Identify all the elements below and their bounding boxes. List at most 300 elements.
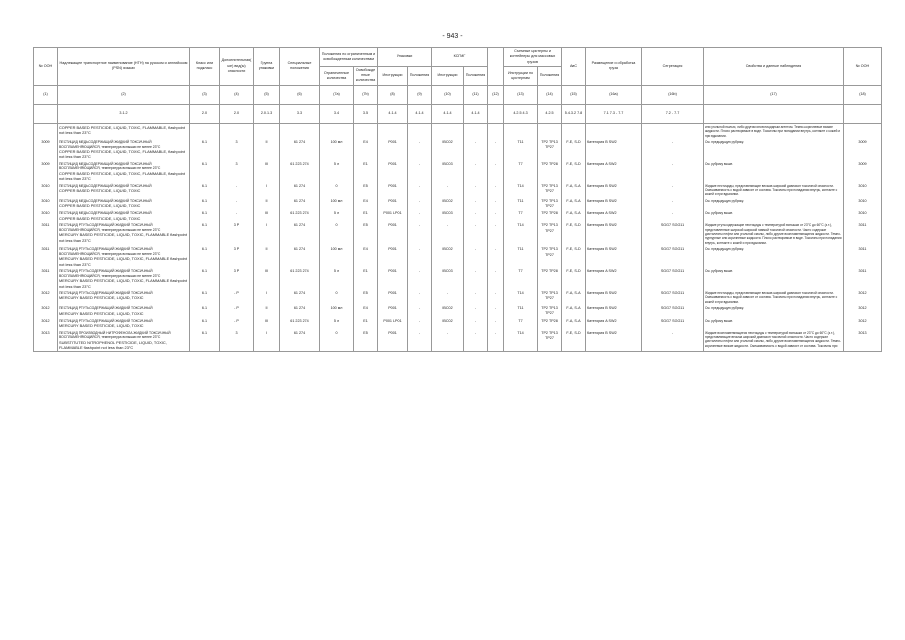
- limited-quantity: 100 мл: [320, 139, 354, 161]
- ems: F-A, S-A: [562, 198, 586, 211]
- packing-group: II: [254, 246, 280, 268]
- column-reference: 3.5: [354, 104, 378, 123]
- subsidiary-risk: 3: [220, 330, 254, 352]
- special-provisions: 61 274: [280, 222, 320, 246]
- excepted-quantity: E4: [354, 198, 378, 211]
- subsidiary-risk: - P: [220, 290, 254, 305]
- shipping-name-cell: [58, 210, 190, 222]
- packing-provision: -: [408, 305, 432, 318]
- ibc-instruction: IBC02: [432, 139, 464, 161]
- header-ems: АвС: [562, 48, 586, 86]
- excepted-quantity: E1: [354, 318, 378, 330]
- un-number-2: 3013: [844, 330, 882, 352]
- special-provisions: 61 274: [280, 305, 320, 318]
- column-number: (5): [254, 85, 280, 104]
- shipping-name-ru: ПЕСТИЦИД МЕДЬСОДЕРЖАЩИЙ ЖИДКИЙ ТОКСИЧНЫЙ: [59, 198, 152, 203]
- stowage: Категория B SW2: [586, 246, 642, 268]
- stowage: Категория A SW2: [586, 210, 642, 222]
- packing-group: III: [254, 318, 280, 330]
- ibc-instruction: [432, 123, 464, 139]
- column-number: (16b): [642, 85, 704, 104]
- header-class: Класс или подкласс: [190, 48, 220, 86]
- ems: F-E, S-D: [562, 268, 586, 290]
- shipping-name-ru: ПЕСТИЦИД РТУТЬСОДЕРЖАЩИЙ ЖИДКИЙ ТОКСИЧНЫЙ: [59, 290, 153, 295]
- stowage: Категория B SW2: [586, 290, 642, 305]
- column-reference: 2.0: [220, 104, 254, 123]
- packing-instruction: P001 LP01: [378, 318, 408, 330]
- limited-quantity: 5 л: [320, 318, 354, 330]
- blank-column: -: [488, 198, 504, 211]
- tank-provision: TP2 TP13 TP27: [538, 330, 562, 352]
- header-ibc-prov: Положения: [464, 66, 488, 85]
- packing-provision: -: [408, 246, 432, 268]
- table-row: [34, 318, 882, 330]
- shipping-name-en: COPPER BASED PESTICIDE, LIQUID, TOXIC: [59, 215, 141, 221]
- tank-instruction: [504, 123, 538, 139]
- column-reference: 4.2.5: [538, 104, 562, 123]
- properties: См. предыдущую рубрику.: [704, 139, 844, 161]
- ems: F-A, S-A: [562, 210, 586, 222]
- ems: F-A, S-A: [562, 305, 586, 318]
- segregation: -: [642, 198, 704, 211]
- special-provisions: [280, 123, 320, 139]
- header-pack-prov: Положения: [408, 66, 432, 85]
- segregation: -: [642, 139, 704, 161]
- column-reference: 3.3: [280, 104, 320, 123]
- packing-provision: -: [408, 161, 432, 183]
- limited-quantity: 0: [320, 290, 354, 305]
- stowage: [586, 123, 642, 139]
- properties: См. рубрику выше.: [704, 268, 844, 290]
- header-tank-group: Съемные цистерны и контейнеры для массовых грузов: [504, 48, 562, 67]
- header-pack-instr: Инструкции: [378, 66, 408, 85]
- header-limited-qty: Ограниченные количества: [320, 66, 354, 85]
- un-number: 3013: [34, 330, 58, 352]
- un-number-2: 3010: [844, 210, 882, 222]
- column-number: (7a): [320, 85, 354, 104]
- packing-group: I: [254, 330, 280, 352]
- column-reference: 4.1.4: [432, 104, 464, 123]
- segregation: -: [642, 210, 704, 222]
- class: 6.1: [190, 222, 220, 246]
- shipping-name-ru: ПЕСТИЦИД РТУТЬСОДЕРЖАЩИЙ ЖИДКИЙ ТОКСИЧНЫЙ: [59, 318, 153, 323]
- segregation: SGG7 SGG11: [642, 290, 704, 305]
- packing-group: I: [254, 290, 280, 305]
- table-body: [34, 123, 882, 352]
- packing-group: II: [254, 305, 280, 318]
- shipping-name-cell: [58, 222, 190, 246]
- blank-column: -: [488, 290, 504, 305]
- ibc-instruction: IBC02: [432, 305, 464, 318]
- excepted-quantity: E1: [354, 268, 378, 290]
- column-number: (6): [280, 85, 320, 104]
- properties: или угольной пылью, либо другим инсектицидным агентом. Темно-коричневые вязкие жидкости. Плохо растворимые в воде. Токсичны при попадании внутрь, контакте с кожей и при вдыхании.: [704, 123, 844, 139]
- packing-instruction: P001: [378, 198, 408, 211]
- stowage: Категория B SW2: [586, 183, 642, 198]
- properties: См. предыдущую рубрику.: [704, 305, 844, 318]
- subsidiary-risk: [220, 123, 254, 139]
- subsidiary-risk: -: [220, 198, 254, 211]
- limited-quantity: 100 мл: [320, 246, 354, 268]
- column-number: (2): [58, 85, 190, 104]
- blank-column: -: [488, 318, 504, 330]
- un-number-2: 3011: [844, 222, 882, 246]
- column-reference: [844, 104, 882, 123]
- tank-instruction: T7: [504, 161, 538, 183]
- special-provisions: 61 274: [280, 290, 320, 305]
- shipping-name-ru: ПЕСТИЦИД РТУТЬСОДЕРЖАЩИЙ ЖИДКИЙ ТОКСИЧНЫЙ ВОСПЛАМЕНЯЮЩИЙСЯ, температура вспышки не менее 23°С: [59, 247, 161, 256]
- blank-column: -: [488, 268, 504, 290]
- special-provisions: 61 223 274: [280, 161, 320, 183]
- ibc-instruction: IBC03: [432, 161, 464, 183]
- column-number-row: [34, 85, 882, 104]
- table-row: [34, 139, 882, 161]
- blank-column: -: [488, 330, 504, 352]
- special-provisions: 61 274: [280, 183, 320, 198]
- packing-instruction: P001: [378, 290, 408, 305]
- column-reference: 4.1.4: [464, 104, 488, 123]
- header-segregation: Сегрегация: [642, 48, 704, 86]
- header-stowage: Размещение и обработка груза: [586, 48, 642, 86]
- segregation: -: [642, 183, 704, 198]
- column-number: (10): [432, 85, 464, 104]
- shipping-name-cell: [58, 268, 190, 290]
- column-reference: [704, 104, 844, 123]
- header-ibc-group: КСГМГ: [432, 48, 488, 67]
- tank-instruction: T7: [504, 318, 538, 330]
- dangerous-goods-table: [33, 47, 882, 352]
- tank-provision: TP2 TP13 TP27: [538, 290, 562, 305]
- shipping-name-cell: [58, 183, 190, 198]
- ibc-provision: -: [464, 198, 488, 211]
- class: 6.1: [190, 161, 220, 183]
- column-number: (11): [464, 85, 488, 104]
- table-row: [34, 290, 882, 305]
- packing-instruction: P001: [378, 183, 408, 198]
- properties: Жидкие пестициды, представляющие весьма широкий диапазон токсичной опасности. Смешиваемость с водой зависит от состава. Токсичны при попадании внутрь, контакте с кожей и при вдыхании.: [704, 183, 844, 198]
- subsidiary-risk: -: [220, 210, 254, 222]
- properties: Жидкие пестициды, представляющие весьма широкий диапазон токсичной опасности. Смешиваемость с водой зависит от состава. Токсичны при попадании внутрь, контакте с кожей и при вдыхании.: [704, 290, 844, 305]
- un-number-2: 3011: [844, 246, 882, 268]
- header-packing-group: Группа упаковки: [254, 48, 280, 86]
- ibc-instruction: -: [432, 222, 464, 246]
- un-number: 3011: [34, 246, 58, 268]
- ibc-instruction: IBC03: [432, 268, 464, 290]
- blank-column: -: [488, 183, 504, 198]
- column-reference: [34, 104, 58, 123]
- blank-column: -: [488, 246, 504, 268]
- un-number-2: 3010: [844, 198, 882, 211]
- class: 6.1: [190, 183, 220, 198]
- tank-provision: TP2 TP13 TP27: [538, 183, 562, 198]
- table-row: [34, 123, 882, 139]
- column-reference: 5.4.3.2 7.8: [562, 104, 586, 123]
- header-un: № ООН: [34, 48, 58, 86]
- segregation: SGG7 SGG11: [642, 222, 704, 246]
- ems: F-E, S-D: [562, 161, 586, 183]
- table-row: [34, 246, 882, 268]
- un-number: 3012: [34, 318, 58, 330]
- un-number-2: 3012: [844, 305, 882, 318]
- packing-instruction: P001 LP01: [378, 210, 408, 222]
- column-reference: 7.2 - 7.7: [642, 104, 704, 123]
- tank-provision: [538, 123, 562, 139]
- limited-quantity: [320, 123, 354, 139]
- special-provisions: 61 274: [280, 330, 320, 352]
- shipping-name-en: MERCURY BASED PESTICIDE, LIQUID, TOXIC: [59, 323, 144, 329]
- packing-provision: -: [408, 290, 432, 305]
- class: 6.1: [190, 305, 220, 318]
- shipping-name-en: COPPER BASED PESTICIDE, LIQUID, TOXIC, FLAMMABLE, flashpoint not less than 23°C: [59, 170, 185, 182]
- header-name: Надлежащее транспортное наименование (НТН) на русском и английском (PSN) языках: [58, 48, 190, 86]
- header-excepted-qty: Освобожденные количества: [354, 66, 378, 85]
- ibc-provision: [464, 123, 488, 139]
- un-number: 3012: [34, 290, 58, 305]
- ibc-instruction: -: [432, 290, 464, 305]
- excepted-quantity: E5: [354, 183, 378, 198]
- excepted-quantity: E1: [354, 161, 378, 183]
- packing-instruction: P001: [378, 268, 408, 290]
- shipping-name-ru: ПЕСТИЦИД МЕДЬСОДЕРЖАЩИЙ ЖИДКИЙ ТОКСИЧНЫЙ ВОСПЛАМЕНЯЮЩИЙСЯ, температура вспышки не менее 23°С: [59, 161, 161, 171]
- packing-instruction: P001: [378, 330, 408, 352]
- packing-provision: -: [408, 139, 432, 161]
- class: 6.1: [190, 330, 220, 352]
- excepted-quantity: E5: [354, 222, 378, 246]
- column-number: (9): [408, 85, 432, 104]
- segregation: SGG7 SGG11: [642, 318, 704, 330]
- column-number: (16a): [586, 85, 642, 104]
- excepted-quantity: [354, 123, 378, 139]
- column-number: (18): [844, 85, 882, 104]
- shipping-name-en: COPPER BASED PESTICIDE, LIQUID, TOXIC: [59, 188, 141, 194]
- ibc-provision: -: [464, 290, 488, 305]
- tank-instruction: T7: [504, 210, 538, 222]
- column-number: (17): [704, 85, 844, 104]
- stowage: Категория B SW2: [586, 222, 642, 246]
- table-header: [34, 48, 882, 124]
- shipping-name-en: MERCURY BASED PESTICIDE, LIQUID, TOXIC, FLAMMABLE flashpoint not less than 23°C: [59, 232, 187, 243]
- ibc-provision: -: [464, 183, 488, 198]
- shipping-name-en: COPPER BASED PESTICIDE, LIQUID, TOXIC: [59, 203, 141, 209]
- ibc-instruction: IBC02: [432, 198, 464, 211]
- table-row: [34, 210, 882, 222]
- tank-provision: TP2 TP28: [538, 318, 562, 330]
- packing-provision: -: [408, 318, 432, 330]
- ems: [562, 123, 586, 139]
- ems: F-A, S-A: [562, 183, 586, 198]
- ibc-provision: -: [464, 330, 488, 352]
- un-number: 3009: [34, 161, 58, 183]
- packing-group: III: [254, 161, 280, 183]
- shipping-name-ru: ПЕСТИЦИД МЕДЬСОДЕРЖАЩИЙ ЖИДКИЙ ТОКСИЧНЫЙ: [59, 183, 152, 188]
- ems: F-A, S-A: [562, 290, 586, 305]
- excepted-quantity: E4: [354, 139, 378, 161]
- column-number: (7b): [354, 85, 378, 104]
- ibc-provision: -: [464, 318, 488, 330]
- column-number: (15): [562, 85, 586, 104]
- ibc-instruction: IBC02: [432, 246, 464, 268]
- ibc-provision: -: [464, 222, 488, 246]
- shipping-name-ru: ПЕСТИЦИД МЕДЬСОДЕРЖАЩИЙ ЖИДКИЙ ТОКСИЧНЫЙ ВОСПЛАМЕНЯЮЩИЙСЯ, температура вспышки не менее 23°С: [59, 140, 161, 149]
- subsidiary-risk: 3: [220, 139, 254, 161]
- column-number: (3): [190, 85, 220, 104]
- packing-provision: -: [408, 268, 432, 290]
- shipping-name-en: COPPER BASED PESTICIDE, LIQUID, TOXIC, FLAMMABLE, flashpoint not less than 23°C: [59, 124, 185, 136]
- column-reference: 4.2.5 4.3: [504, 104, 538, 123]
- ibc-instruction: IBC03: [432, 210, 464, 222]
- stowage: Категория A SW2: [586, 161, 642, 183]
- header-properties: Свойства и данные наблюдения: [704, 48, 844, 86]
- un-number-2: 3009: [844, 161, 882, 183]
- shipping-name-ru: ПЕСТИЦИД МЕДЬСОДЕРЖАЩИЙ ЖИДКИЙ ТОКСИЧНЫЙ: [59, 211, 152, 216]
- properties: См. предыдущую рубрику.: [704, 246, 844, 268]
- packing-provision: [408, 123, 432, 139]
- limited-quantity: 5 л: [320, 210, 354, 222]
- un-number-2: 3012: [844, 290, 882, 305]
- shipping-name-cell: [58, 290, 190, 305]
- excepted-quantity: E5: [354, 290, 378, 305]
- un-number-2: 3010: [844, 183, 882, 198]
- limited-quantity: 100 мл: [320, 305, 354, 318]
- limited-quantity: 5 л: [320, 268, 354, 290]
- class: 6.1: [190, 246, 220, 268]
- packing-provision: -: [408, 198, 432, 211]
- column-number: (1): [34, 85, 58, 104]
- segregation: SGG7 SGG11: [642, 246, 704, 268]
- segregation: [642, 123, 704, 139]
- shipping-name-ru: ПЕСТИЦИД РТУТЬСОДЕРЖАЩИЙ ЖИДКИЙ ТОКСИЧНЫЙ ВОСПЛАМЕНЯЮЩИЙСЯ, температура вспышки не менее 23°С: [59, 269, 161, 278]
- shipping-name-ru: ПЕСТИЦИД РТУТЬСОДЕРЖАЩИЙ ЖИДКИЙ ТОКСИЧНЫЙ: [59, 306, 153, 311]
- ibc-instruction: -: [432, 183, 464, 198]
- segregation: -: [642, 330, 704, 352]
- packing-instruction: P001: [378, 161, 408, 183]
- ibc-provision: -: [464, 161, 488, 183]
- un-number-2: 3012: [844, 318, 882, 330]
- subsidiary-risk: - P: [220, 305, 254, 318]
- segregation: SGG7 SGG11: [642, 268, 704, 290]
- shipping-name-en: MERCURY BASED PESTICIDE, LIQUID, TOXIC: [59, 310, 144, 316]
- shipping-name-cell: [58, 198, 190, 211]
- limited-quantity: 0: [320, 222, 354, 246]
- class: 6.1: [190, 139, 220, 161]
- column-reference: 2.0: [190, 104, 220, 123]
- stowage: Категория B SW2: [586, 305, 642, 318]
- column-reference: 7.1 7.3 - 7.7: [586, 104, 642, 123]
- column-reference: 2.0.1.3: [254, 104, 280, 123]
- header-packaging-group: Упаковки: [378, 48, 432, 67]
- packing-group: I: [254, 222, 280, 246]
- un-number: 3012: [34, 305, 58, 318]
- stowage: Категория B SW2: [586, 330, 642, 352]
- column-number: (13): [504, 85, 538, 104]
- un-number: [34, 123, 58, 139]
- subsidiary-risk: 3: [220, 161, 254, 183]
- packing-group: I: [254, 183, 280, 198]
- table-row: [34, 305, 882, 318]
- shipping-name-en: COPPER BASED PESTICIDE, LIQUID, TOXIC, FLAMMABLE, flashpoint not less than 23°C: [59, 149, 185, 160]
- column-number: (8): [378, 85, 408, 104]
- blank-column: -: [488, 210, 504, 222]
- shipping-name-cell: [58, 330, 190, 352]
- tank-provision: TP2 TP13 TP27: [538, 305, 562, 318]
- ems: F-E, S-D: [562, 330, 586, 352]
- segregation: SGG7 SGG11: [642, 305, 704, 318]
- column-number: (4): [220, 85, 254, 104]
- table-row: [34, 198, 882, 211]
- blank-column: -: [488, 305, 504, 318]
- packing-instruction: P001: [378, 305, 408, 318]
- subsidiary-risk: -: [220, 183, 254, 198]
- subsidiary-risk: 3 P: [220, 246, 254, 268]
- limited-quantity: 0: [320, 183, 354, 198]
- un-number-2: 3011: [844, 268, 882, 290]
- tank-instruction: T14: [504, 183, 538, 198]
- un-number: 3010: [34, 198, 58, 211]
- column-reference: 3.4: [320, 104, 354, 123]
- special-provisions: 61 274: [280, 198, 320, 211]
- packing-provision: -: [408, 210, 432, 222]
- header-special-provisions: Специальные положения: [280, 48, 320, 86]
- stowage: Категория B SW2: [586, 198, 642, 211]
- column-reference: [488, 104, 504, 123]
- special-provisions: 61 223 274: [280, 268, 320, 290]
- tank-provision: TP2 TP13 TP27: [538, 222, 562, 246]
- column-number: (12): [488, 85, 504, 104]
- page-number: - 943 -: [442, 33, 463, 40]
- un-number: 3010: [34, 183, 58, 198]
- shipping-name-ru: ПЕСТИЦИД РТУТЬСОДЕРЖАЩИЙ ЖИДКИЙ ТОКСИЧНЫЙ ВОСПЛАМЕНЯЮЩИЙСЯ, температура вспышки не менее 23°С: [59, 223, 161, 232]
- tank-instruction: T14: [504, 222, 538, 246]
- shipping-name-en: MERCURY BASED PESTICIDE, LIQUID, TOXIC, FLAMMABLE flashpoint not less than 23°C: [59, 256, 187, 267]
- class: 6.1: [190, 210, 220, 222]
- subsidiary-risk: 3 P: [220, 268, 254, 290]
- tank-instruction: T14: [504, 290, 538, 305]
- un-number: 3010: [34, 210, 58, 222]
- header-tank-prov: Положения: [538, 66, 562, 85]
- tank-provision: TP2 TP13 TP27: [538, 198, 562, 211]
- packing-group: [254, 123, 280, 139]
- properties: См. предыдущую рубрику.: [704, 198, 844, 211]
- table-row: [34, 161, 882, 183]
- ibc-provision: -: [464, 210, 488, 222]
- ibc-instruction: -: [432, 330, 464, 352]
- properties: См. рубрику выше.: [704, 161, 844, 183]
- subsidiary-risk: - P: [220, 318, 254, 330]
- column-reference-row: [34, 104, 882, 123]
- class: [190, 123, 220, 139]
- packing-group: III: [254, 210, 280, 222]
- shipping-name-cell: [58, 246, 190, 268]
- packing-group: III: [254, 268, 280, 290]
- class: 6.1: [190, 318, 220, 330]
- ibc-provision: -: [464, 246, 488, 268]
- packing-provision: -: [408, 222, 432, 246]
- segregation: -: [642, 161, 704, 183]
- tank-provision: TP2 TP13 TP27: [538, 246, 562, 268]
- column-reference: 4.1.4: [378, 104, 408, 123]
- stowage: Категория A SW2: [586, 268, 642, 290]
- column-reference: 3.1.2: [58, 104, 190, 123]
- tank-instruction: T11: [504, 139, 538, 161]
- shipping-name-ru: ПЕСТИЦИД ПРОИЗВОДНЫЙ НИТРОФЕНОЛА ЖИДКИЙ ТОКСИЧНЫЙ ВОСПЛАМЕНЯЮЩИЙСЯ, температура вспышки не менее 23°С: [59, 330, 171, 340]
- packing-instruction: P001: [378, 139, 408, 161]
- tank-instruction: T14: [504, 330, 538, 352]
- header-empty: [488, 48, 504, 86]
- tank-provision: TP2 TP13 TP27: [538, 139, 562, 161]
- limited-quantity: 5 л: [320, 161, 354, 183]
- shipping-name-cell: [58, 139, 190, 161]
- stowage: Категория A SW2: [586, 318, 642, 330]
